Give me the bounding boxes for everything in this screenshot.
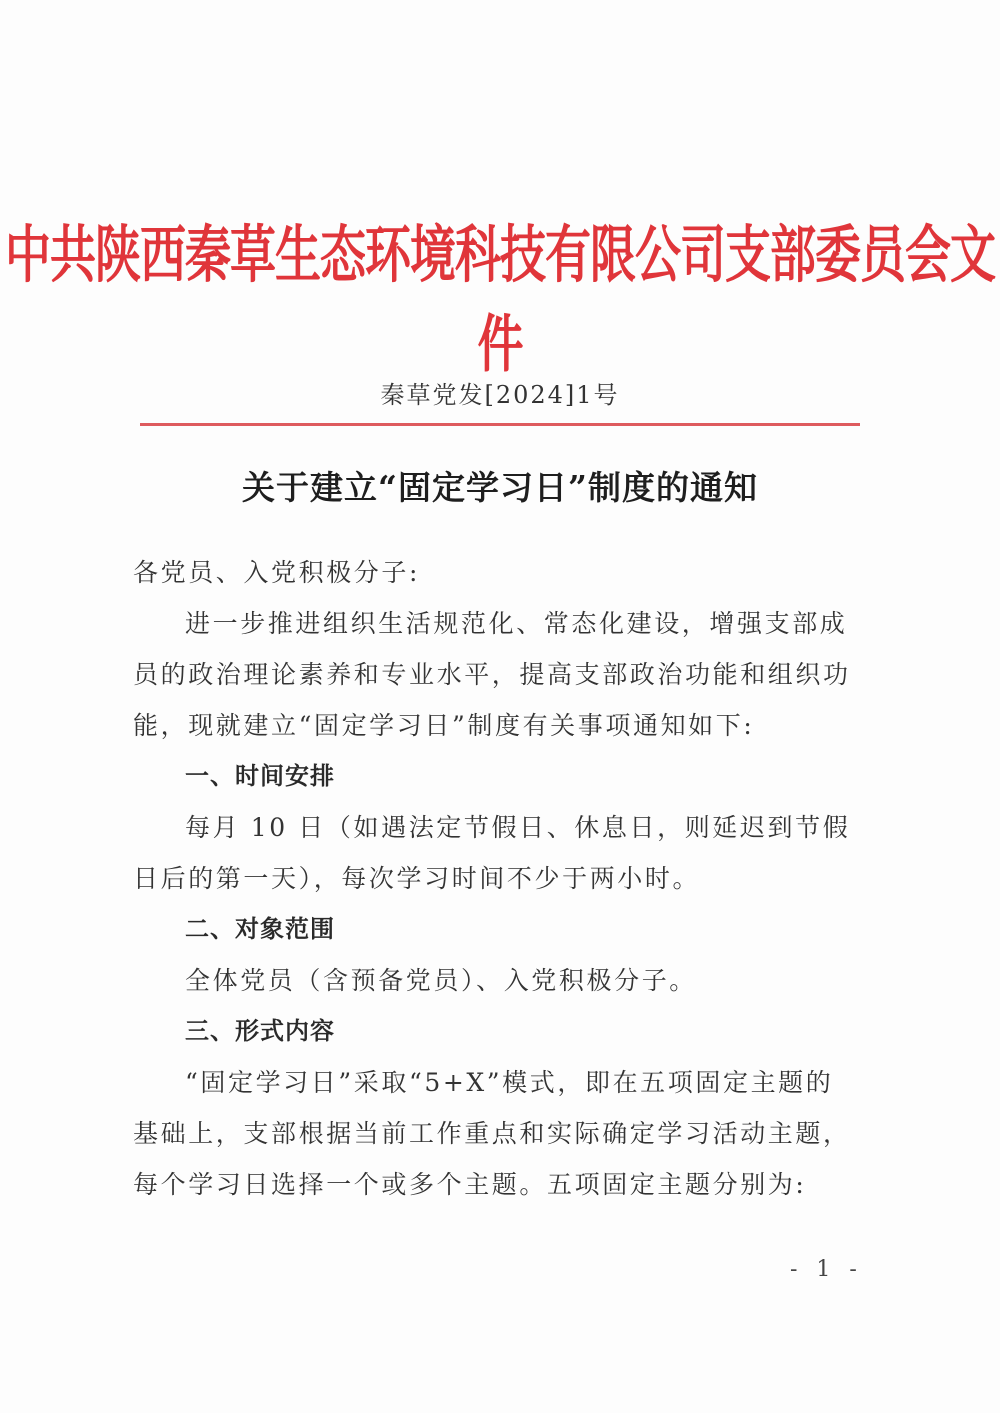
body-paragraph-scope: 全体党员（含预备党员）、入党积极分子。 bbox=[185, 966, 697, 995]
document-masthead: 中共陕西秦草生态环境科技有限公司支部委员会文件 bbox=[5, 218, 995, 381]
red-divider-line bbox=[140, 423, 860, 426]
page-number: - 1 - bbox=[790, 1257, 863, 1282]
body-paragraph-intro: 进一步推进组织生活规范化、常态化建设，增强支部成员的政治理论素养和专业水平，提高支部政治功能和组织功能，现就建立“固定学习日”制度有关事项通知如下: bbox=[133, 609, 851, 740]
section-heading-format: 三、形式内容 bbox=[185, 1017, 335, 1045]
section-heading-scope: 二、对象范围 bbox=[185, 915, 335, 943]
document-number: 秦草党发[2024]1号 bbox=[380, 381, 620, 409]
body-paragraph-time: 每月 10 日（如遇法定节假日、休息日，则延迟到节假日后的第一天），每次学习时间不少于两小时。 bbox=[133, 813, 851, 893]
section-heading-time: 一、时间安排 bbox=[185, 762, 335, 790]
document-title: 关于建立“固定学习日”制度的通知 bbox=[242, 468, 758, 507]
body-paragraph-format: “固定学习日”采取“5+X”模式，即在五项固定主题的基础上，支部根据当前工作重点和实际确定学习活动主题，每个学习日选择一个或多个主题。五项固定主题分别为: bbox=[133, 1068, 851, 1199]
salutation: 各党员、入党积极分子: bbox=[133, 558, 421, 587]
